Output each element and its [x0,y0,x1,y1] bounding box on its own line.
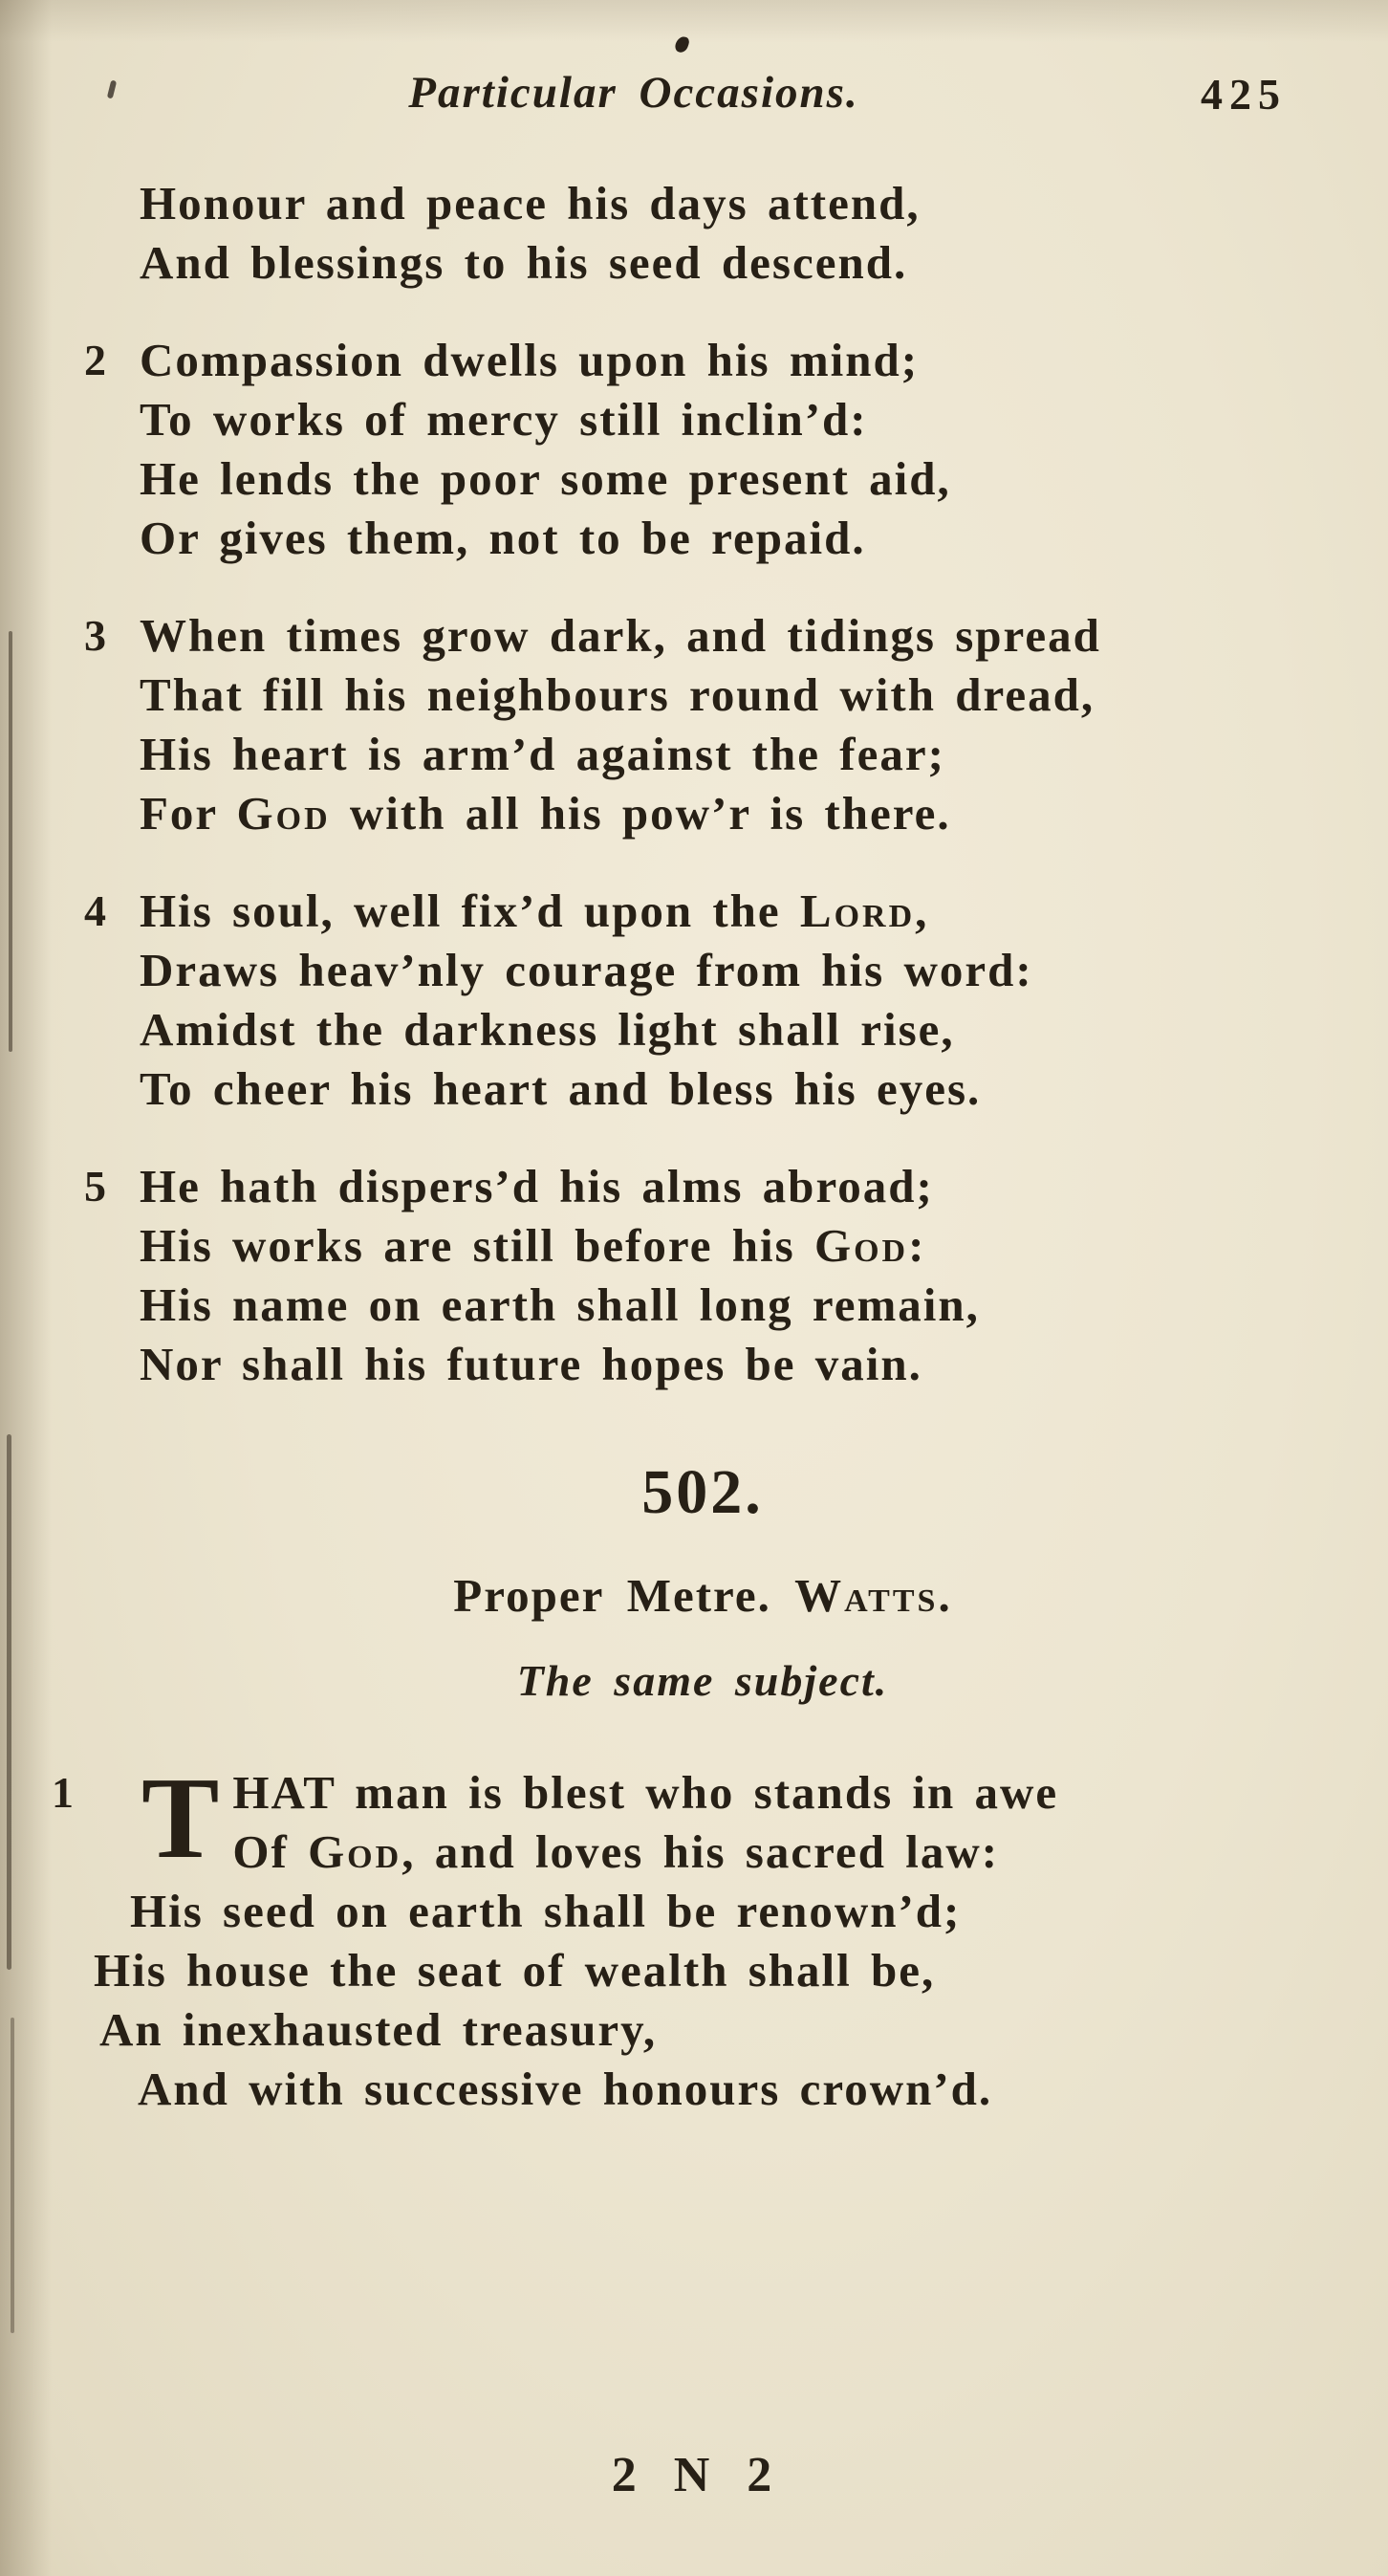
verse-line: Nor shall his future hopes be vain. [140,1338,922,1390]
verse-line: Or gives them, not to be repaid. [140,512,866,564]
verse [84,882,1321,1119]
verse-line: He lends the poor some present aid, [140,452,951,505]
hymn-501-verses [84,174,1321,1394]
small-caps-word: Watts [794,1569,939,1622]
verse-line: Draws heav’nly courage from his word: [140,944,1033,996]
verse [84,174,1321,293]
running-header [84,67,1321,142]
verse-line: To works of mercy still inclin’d: [140,393,868,446]
hymn-502 [52,1457,1321,2119]
verse-number: 3 [84,611,106,660]
verse-line: His soul, well fix’d upon the Lord, [140,884,929,937]
running-header-title: Particular Occasions. [408,68,859,118]
hymn-502-verse-1 [52,1754,1321,2119]
verse-line: To cheer his heart and bless his eyes. [140,1062,982,1115]
verse-line: Amidst the darkness light shall rise, [140,1003,955,1056]
hymn-501 [84,174,1321,1394]
verse-lines [140,606,1101,843]
verse-line: His seed on earth shall be renown’d; [130,1885,962,1937]
verse-line: And blessings to his seed descend. [140,236,908,289]
verse-line: His name on earth shall long remain, [140,1278,980,1331]
verse-line: And with successive honours crown’d. [138,2063,993,2115]
binding-edge-mark [9,631,12,1052]
verse-line: For God with all his pow’r is there. [140,787,951,840]
small-caps-word: God [813,1219,909,1272]
verse-line: HAT man is blest who stands in awe [232,1766,1059,1819]
verse-number: 1 [52,1768,74,1817]
verse-line: When times grow dark, and tidings spread [140,609,1101,662]
verse-number: 4 [84,886,106,935]
hymn-number-heading: 502. [641,1457,764,1527]
ink-speck-top-right [674,34,691,54]
small-caps-word: God [236,787,331,840]
verse-line: His heart is arm’d against the fear; [140,728,945,780]
verse-lines [140,1157,980,1394]
verse-number [84,174,140,293]
verse-line: An inexhausted treasury, [99,2003,658,2056]
opening-lines [141,1754,1321,1883]
page-number: 425 [1201,70,1287,119]
verse-line: Of God, and loves his sacred law: [232,1825,1000,1878]
verse [84,331,1321,568]
small-caps-word: Lord [799,884,916,937]
verse-lines [140,331,951,568]
hymn-subject: The same subject. [516,1656,889,1705]
drop-cap-letter: T [141,1754,220,1883]
verse-number: 2 [84,336,106,384]
verse-line: He hath dispers’d his alms abroad; [140,1160,934,1212]
verse-line: His works are still before his God: [140,1219,926,1272]
verse-line: Compassion dwells upon his mind; [140,334,920,386]
hymn-metre-author: Proper Metre. Watts. [453,1569,952,1622]
verse-line: That fill his neighbours round with dread, [140,668,1095,721]
binding-edge-mark [7,1434,11,1970]
verse-lines [140,882,1033,1119]
verse [84,606,1321,843]
small-caps-word: God [308,1825,402,1878]
verse-lines [140,174,921,293]
verse-number: 5 [84,1162,106,1211]
verse [84,1157,1321,1394]
verse-line: His house the seat of wealth shall be, [94,1944,936,1997]
binding-edge-mark [11,2018,14,2333]
printers-signature: 2 N 2 [611,2448,777,2502]
verse-line: Honour and peace his days attend, [140,177,921,229]
drop-cap-lines [232,1763,1058,1882]
